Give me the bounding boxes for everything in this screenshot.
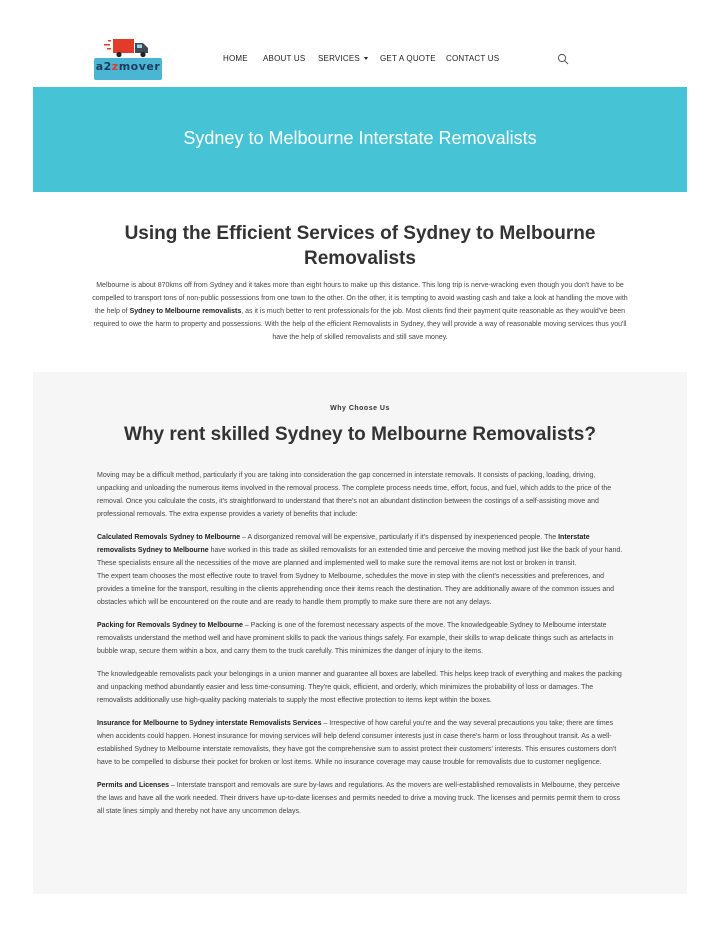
chevron-down-icon: [364, 57, 368, 60]
nav-contact-us[interactable]: CONTACT US: [446, 54, 500, 63]
page-banner: [33, 87, 687, 192]
paragraph-calculated-removals: Calculated Removals Sydney to Melbourne – A disorganized removal will be expensive, particularly if it's dispensed by inexperienced people. The Interstate removalists Sydney to Melbourne have worked in this trade as skilled removalists for an extended time and perceive the moving method just like the back of your hand. These specialists ensure all the necessities of the move are planned and implemented well to make sure the removal items are not lost or broken in transit.: [97, 534, 623, 567]
paragraph-permits: Permits and Licenses – Interstate transport and removals are sure by-laws and regulations. As the movers are well-established removalists in Melbourne, they perceive the laws and have all the work needed. Their drivers have up-to-date licenses and permits needed to drive a moving truck. The licenses and permits permit them to cross all state lines simply and thereby not have any uncommon delays.: [97, 782, 621, 815]
section-body: [97, 469, 625, 828]
paragraph-expert-team: The expert team chooses the most effective route to travel from Sydney to Melbourne, schedules the move in step with the client's necessities and preferences, and provides a timeline for the transport, resulting in the clients apprehending once their items reach the destination. They are additionally aware of the common issues and obstacles which will be encountered on the route and are ready to handle them promptly to make sure there are not any delays.: [97, 573, 614, 606]
section-kicker: Why Choose Us: [330, 405, 390, 412]
nav-about-us[interactable]: ABOUT US: [263, 54, 306, 63]
page-title: Sydney to Melbourne Interstate Removalists: [183, 128, 537, 148]
nav-services-label: SERVICES: [318, 54, 360, 63]
main-nav: [0, 54, 720, 68]
why-choose-us-section: [33, 372, 687, 894]
paragraph-knowledgeable-removalists: The knowledgeable removalists pack your belongings in a union manner and guarantee all boxes are labelled. This helps keep track of everything and makes the packing and unpacking method abundantly easier and less time-consuming. They're quick, efficient, and orderly, which minimizes the probability of loss or damages. The removalists additionally use high-quality packing materials to supply the most effective protection to items kept within the boxes.: [97, 671, 622, 704]
intro-bold-link-text: Sydney to Melbourne removalists: [129, 308, 242, 315]
intro-heading: Using the Efficient Services of Sydney to Melbourne Removalists: [124, 223, 596, 269]
section-heading: Why rent skilled Sydney to Melbourne Removalists?: [124, 424, 596, 445]
site-header: [0, 0, 720, 86]
intro-paragraph: Melbourne is about 870kms off from Sydney and it takes more than eight hours to make up this distance. This long trip is nerve-wracking even though you don't have to be compelled to transport tons of non-public possessions from one town to the other. On the other, it is tempting to avoid wasting cash and take a look at handling the move with the help of Sydney to Melbourne removalists, as it is much better to rent professionals for the job. Most clients find their payment quite reasonable as they would've been required to owe the harm to property and possessions. With the help of the efficient Removalists in Sydney, they will provide a way of reasonable moving services thus you'll have the help of skilled removalists and still save money.: [92, 282, 628, 341]
logo-text: a2zmover: [95, 60, 161, 73]
nav-services[interactable]: [318, 54, 368, 63]
paragraph-packing: Packing for Removals Sydney to Melbourne – Packing is one of the foremost necessary aspects of the move. The knowledgeable Sydney to Melbourne interstate removalists understand the method well and have prominent skills to pack the various things safely. For example, their skills to wrap delicate things such as artefacts in bubble wrap, secure them within a box, and carry them to the truck carefully. This minimizes the danger of injury to the items.: [97, 622, 614, 655]
nav-get-a-quote[interactable]: GET A QUOTE: [380, 54, 436, 63]
paragraph-intro: Moving may be a difficult method, particularly if you are taking into consideration the gap concerned in interstate removals. It consists of packing, loading, driving, unpacking and unloading the numerous items involved in the removal process. The complete process needs time, effort, focus, and fuel, which adds to the price of the removal. Once you calculate the costs, it's straightforward to understand that there's not an abundant distinction between the costings of a self-assisting move and professional removals. The extra expense provides a variety of benefits that include:: [97, 472, 612, 518]
search-icon[interactable]: [557, 53, 569, 65]
nav-home[interactable]: HOME: [223, 54, 248, 63]
paragraph-insurance: Insurance for Melbourne to Sydney interstate Removalists Services – Irrespective of how careful you're and the way several precautions you take; there are times when accidents could happen. Honest insurance for moving services will help defend consumer interests just in case there's harm or loss throughout transit. As a well-established Sydney to Melbourne interstate removalists, they have got the comprehensive sum to assist protect their customers' interests. This ensures customers don't have to be compelled to disburse their pocket for broken or lost items. While no insurance coverage may cause trouble for removalists due to customer negligence.: [97, 720, 617, 766]
